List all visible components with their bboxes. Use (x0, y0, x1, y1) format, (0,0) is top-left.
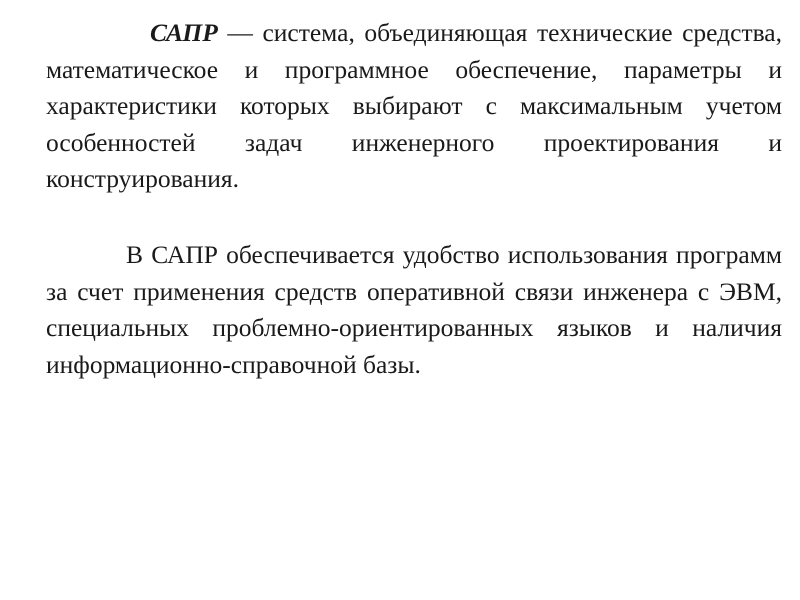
description-text: В САПР обеспечивается удобство использования программ за счет применения средств оперативной связи инженера с ЭВМ, специальных проблемно-ориентированных языков и наличия информационно-справочной базы. (46, 240, 782, 379)
description-paragraph (46, 237, 782, 383)
definition-paragraph (46, 15, 782, 198)
term-sapr: САПР (150, 18, 218, 47)
definition-text: — система, объединяющая технические средства, математическое и программное обеспечение, параметры и характеристики которых выбирают с максимальным учетом особенностей задач инженерного проектирования и конструирования. (46, 18, 782, 193)
